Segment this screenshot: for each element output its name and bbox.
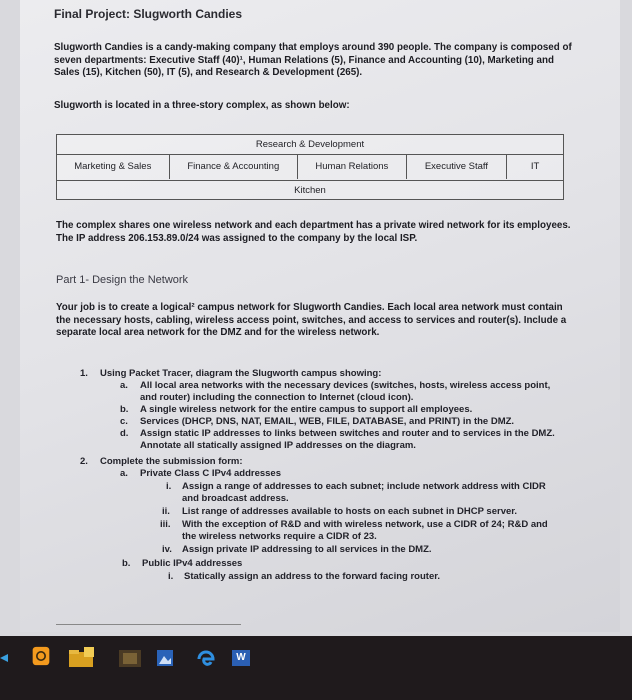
task-2a-iv-numeral: iv.: [162, 544, 172, 555]
app-icon[interactable]: [30, 646, 52, 666]
task-1d-line1: Assign static IP addresses to links between switches and router and to services in the DMZ.: [140, 428, 555, 439]
dept-finance-accounting: Finance & Accounting: [170, 155, 298, 179]
task-2b-i-numeral: i.: [168, 571, 174, 582]
task-1c-letter: c.: [120, 416, 128, 427]
page-title: Final Project: Slugworth Candies: [54, 7, 243, 21]
task-1: Using Packet Tracer, diagram the Slugworth campus showing:: [100, 368, 382, 379]
task-1a-line1: All local area networks with the necessary devices (switches, hosts, wireless access point,: [140, 380, 551, 391]
location-paragraph: Slugworth is located in a three-story complex, as shown below:: [54, 100, 350, 111]
task-2a-iii-line1: With the exception of R&D and with wireless network, use a CIDR of 24; R&D and: [182, 519, 548, 530]
task-2a-letter: a.: [120, 468, 128, 479]
task-2a-ii-numeral: ii.: [162, 506, 170, 517]
task-1d-line2: Annotate all statically assigned IP addresses on the diagram.: [140, 440, 416, 451]
dept-human-relations: Human Relations: [298, 155, 407, 179]
task-1-number: 1.: [80, 368, 88, 379]
dept-marketing-sales: Marketing & Sales: [57, 155, 170, 179]
photos-icon[interactable]: [156, 648, 174, 668]
task-2a-iii-line2: the wireless networks require a CIDR of 23.: [182, 531, 377, 542]
task-2: Complete the submission form:: [100, 456, 243, 467]
task-1b: A single wireless network for the entire campus to support all employees.: [140, 404, 473, 415]
windows-taskbar: [0, 636, 632, 700]
part-heading: Part 1- Design the Network: [56, 274, 189, 286]
word-icon[interactable]: W: [232, 650, 250, 666]
dept-executive-staff: Executive Staff: [407, 155, 508, 179]
store-icon[interactable]: [118, 648, 142, 668]
task-1a-letter: a.: [120, 380, 128, 391]
task-2a-ii: List range of addresses available to hosts on each subnet in DHCP server.: [182, 506, 518, 517]
dept-it: IT: [530, 161, 540, 172]
task-2a-i-line2: and broadcast address.: [182, 493, 289, 504]
task-1a-line2: and router) including the connection to Internet (cloud icon).: [140, 392, 414, 403]
network-paragraph: The complex shares one wireless network and each department has a private wired network for its employees. The IP address 206.153.89.0/24 was assigned to the company by the local ISP.: [56, 220, 571, 244]
task-1c: Services (DHCP, DNS, NAT, EMAIL, WEB, FILE, DATABASE, and PRINT) in the DMZ.: [140, 416, 515, 427]
task-2-number: 2.: [80, 456, 88, 467]
floor-middle: [57, 155, 563, 179]
task-1d-letter: d.: [120, 428, 129, 439]
task-2a-i-line1: Assign a range of addresses to each subnet; include network address with CIDR: [182, 481, 546, 492]
task-2b-i: Statically assign an address to the forward facing router.: [184, 571, 441, 582]
floor-research-development: Research & Development: [57, 135, 563, 155]
task-2a-i-numeral: i.: [166, 481, 172, 492]
task-2b: Public IPv4 addresses: [142, 558, 243, 569]
task-2a-iv: Assign private IP addressing to all services in the DMZ.: [182, 544, 432, 555]
building-diagram: [56, 134, 564, 200]
sticky-note-icon[interactable]: [84, 642, 94, 662]
arrow-icon[interactable]: [0, 648, 10, 668]
footnote-divider: [56, 624, 241, 625]
task-2a: Private Class C IPv4 addresses: [140, 468, 282, 479]
intro-paragraph: Slugworth Candies is a candy-making company that employs around 390 people. The company is composed of seven departments: Executive Staff (40)¹, Human Relations (5), Finance and Accounting (10), Marketing and Sales (15), Kitchen (50), IT (5), and Research & Development (265).: [54, 42, 572, 78]
task-2b-letter: b.: [122, 558, 131, 569]
task-2a-iii-numeral: iii.: [160, 519, 171, 530]
edge-icon[interactable]: [196, 648, 216, 668]
floor-kitchen: Kitchen: [57, 180, 563, 200]
task-1b-letter: b.: [120, 404, 129, 415]
job-paragraph: Your job is to create a logical² campus network for Slugworth Candies. Each local area network must contain the necessary hosts, cabling, wireless access point, switches, and access to services and router(s). Include a separate local area network for the DMZ and for the wireless network.: [56, 302, 567, 338]
